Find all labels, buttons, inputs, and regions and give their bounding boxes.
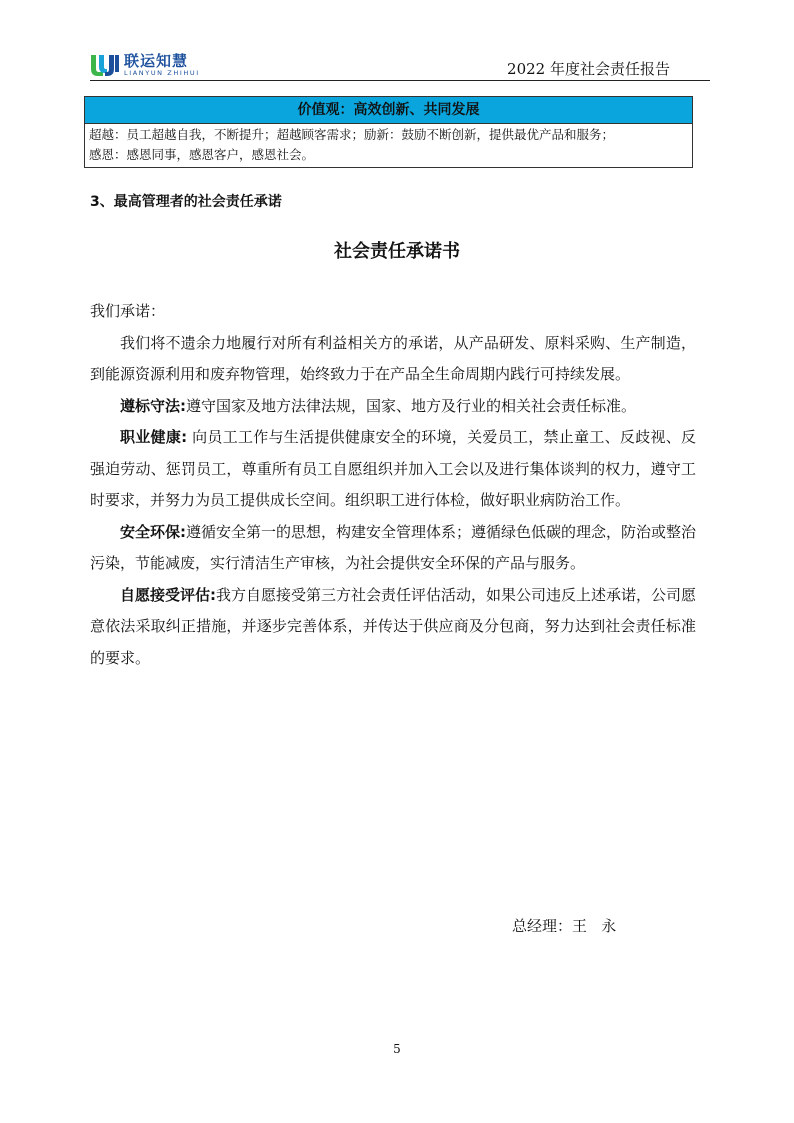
- logo-mark-icon: [90, 53, 120, 77]
- law-compliance-paragraph: [90, 391, 696, 423]
- commitment-paragraph: 我们将不遗余力地履行对所有利益相关方的承诺，从产品研发、原料采购、生产制造，到能源资源利用和废弃物管理，始终致力于在产品全生命周期内践行可持续发展。: [90, 333, 696, 383]
- paragraph-text: 向员工工作与生活提供健康安全的环境，关爱员工，禁止童工、反歧视、反强迫劳动、惩罚员工，尊重所有员工自愿组织并加入工会以及进行集体谈判的权力，遵守工时要求，并努力为员工提供成长空间。组织职工进行体检，做好职业病防治工作。: [90, 428, 696, 509]
- page-number: 5: [393, 1042, 401, 1056]
- paragraph-label: 安全环保:: [120, 522, 186, 541]
- paragraph-text: 我方自愿接受第三方社会责任评估活动，如果公司违反上述承诺，公司愿意依法采取纠正措施，并逐步完善体系，并传达于供应商及分包商，努力达到社会责任标准的要求。: [90, 585, 697, 667]
- paragraph-label: 自愿接受评估:: [120, 585, 216, 604]
- values-line: 感恩：感恩同事，感恩客户，感恩社会。: [89, 147, 315, 162]
- logo-chinese-name: 联运知慧: [124, 52, 189, 70]
- values-content: [85, 124, 692, 167]
- commitment-body: [90, 296, 696, 674]
- assessment-paragraph: [90, 580, 696, 675]
- logo-english-name: LIANYUN ZHIHUI: [124, 69, 200, 77]
- safety-environment-paragraph: [90, 517, 696, 580]
- report-title: 2022 年度社会责任报告: [507, 60, 670, 78]
- paragraph-label: 遵标守法:: [120, 396, 186, 415]
- page-header: [90, 52, 710, 81]
- paragraph-text: 遵守国家及地方法律法规，国家、地方及行业的相关社会责任标准。: [186, 396, 637, 415]
- section-title: 3、最高管理者的社会责任承诺: [90, 194, 282, 210]
- paragraph-text: 遵循安全第一的思想，构建安全管理体系；遵循绿色低碳的理念，防治或整治污染，节能减废，实行清洁生产审核，为社会提供安全环保的产品与服务。: [90, 522, 697, 572]
- values-line: 超越：员工超越自我，不断提升；超越顾客需求；励新：鼓励不断创新，提供最优产品和服务；: [89, 127, 615, 142]
- values-heading: 价值观：高效创新、共同发展: [85, 97, 692, 124]
- occupational-health-paragraph: [90, 422, 696, 517]
- paragraph-label: 职业健康:: [120, 428, 188, 446]
- intro-paragraph: 我们承诺：: [90, 302, 166, 320]
- signature-line: 总经理：王 永: [512, 917, 617, 935]
- company-logo: [90, 53, 200, 77]
- values-table: [84, 96, 693, 168]
- document-title: 社会责任承诺书: [334, 241, 460, 262]
